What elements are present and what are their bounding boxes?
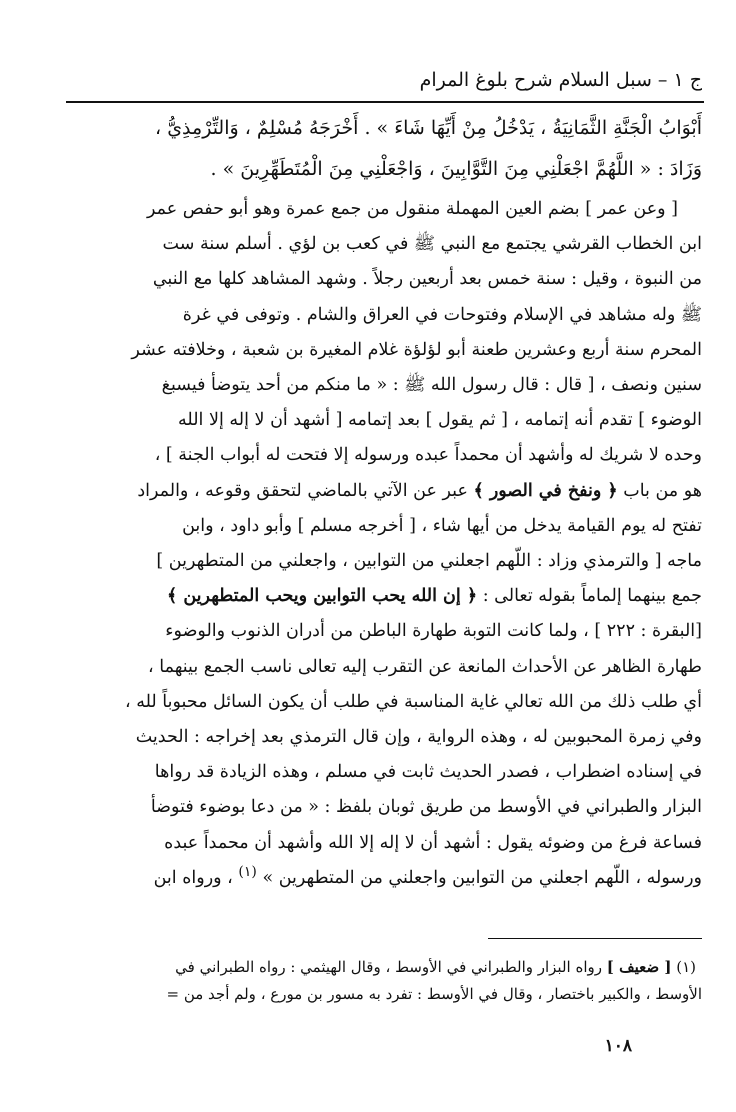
header-rule bbox=[66, 101, 704, 103]
hadith-line: وَزَادَ : « اللَّهُمَّ اجْعَلْنِي مِنَ التَّوَّابِينَ ، وَاجْعَلْنِي مِنَ الْمُتَطَهِّرِينَ » . bbox=[210, 158, 702, 180]
commentary-line: ماجه [ والترمذي وزاد : اللّهم اجعلني من التوابين ، واجعلني من المتطهرين ] bbox=[156, 551, 702, 572]
commentary-line: تفتح له يوم القيامة يدخل من أيها شاء ، [ أخرجه مسلم ] وأبو داود ، وابن bbox=[182, 515, 702, 536]
commentary-line: [البقرة : ٢٢٢ ] ، ولما كانت التوبة طهارة الباطن من أدران الذنوب والوضوء bbox=[165, 621, 702, 642]
commentary-line: في إسناده اضطراب ، فصدر الحديث ثابت في مسلم ، وهذه الزيادة قد رواها bbox=[154, 762, 702, 783]
footnote-text: رواه البزار والطبراني في الأوسط ، وقال الهيثمي : رواه الطبراني في bbox=[175, 958, 602, 976]
commentary-line bbox=[68, 861, 702, 896]
commentary-line: وحده لا شريك له وأشهد أن محمداً عبده ورسوله إلا فتحت له أبواب الجنة ] ، bbox=[154, 445, 702, 466]
commentary-line: من النبوة ، وقيل : سنة خمس بعد أربعين رجلاً . وشهد المشاهد كلها مع النبي bbox=[152, 269, 702, 290]
commentary-line bbox=[68, 474, 702, 509]
commentary-fragment: هو من باب bbox=[623, 480, 702, 501]
footnote-rule bbox=[488, 938, 702, 939]
commentary-line: [ وعن عمر ] بضم العين المهملة منقول من جمع عمرة وهو أبو حفص عمر bbox=[147, 199, 678, 219]
commentary-line: وفي زمرة المحبوبين له ، وهذه الرواية ، وإن قال الترمذي بعد إخراجه : الحديث bbox=[135, 727, 702, 748]
commentary-line: ابن الخطاب القرشي يجتمع مع النبي ﷺ في كعب بن لؤي . أسلم سنة ست bbox=[162, 234, 702, 255]
footnote-line: الأوسط ، والكبير باختصار ، وقال في الأوسط : تفرد به مسور بن مورع ، ولم أجد من = bbox=[166, 985, 702, 1003]
quran-verse: ﴿ ونفخ في الصور ﴾ bbox=[473, 480, 618, 501]
quran-verse: ﴿ إن الله يحب التوابين ويحب المتطهرين ﴾ bbox=[167, 586, 478, 607]
commentary-fragment: عبر عن الآتي بالماضي لتحقق وقوعه ، والمراد bbox=[137, 480, 468, 501]
footnote-number: (١) bbox=[676, 958, 696, 976]
hadith-text bbox=[68, 108, 702, 190]
commentary-line: فساعة فرغ من وضوئه يقول : أشهد أن لا إله إلا الله وأشهد أن محمداً عبده bbox=[164, 832, 702, 853]
commentary-line: سنين ونصف ، [ قال : قال رسول الله ﷺ : « ما منكم من أحد يتوضأ فيسبغ bbox=[161, 375, 702, 396]
commentary-text bbox=[68, 192, 702, 896]
footnote-line bbox=[68, 954, 702, 981]
commentary-line: الوضوء ] تقدم أنه إتمامه ، [ ثم يقول ] بعد إتمامه [ أشهد أن لا إله إلا الله bbox=[178, 410, 702, 431]
hadith-grade: [ ضعيف ] bbox=[606, 958, 672, 976]
commentary-line: أي طلب ذلك من الله تعالي غاية المناسبة في طلب أن يكون السائل محبوباً لله ، bbox=[124, 691, 702, 712]
commentary-line bbox=[68, 579, 702, 614]
book-title: سبل السلام شرح بلوغ المرام bbox=[419, 69, 652, 91]
commentary-line: ﷺ وله مشاهد في الإسلام وفتوحات في العراق والشام . وتوفى في غرة bbox=[182, 304, 702, 325]
footnotes bbox=[68, 954, 702, 1008]
running-header bbox=[122, 66, 702, 94]
hadith-line: أَبْوَابُ الْجَنَّةِ الثَّمَانِيَةُ ، يَدْخُلُ مِنْ أَيِّهَا شَاءَ » . أَخْرَجَهُ مُسْلِمٌ ، وَالتِّرْمِذِيُّ ، bbox=[155, 117, 702, 139]
commentary-line: طهارة الظاهر عن الأحداث المانعة عن التقرب إليه تعالى ناسب الجمع بينهما ، bbox=[148, 656, 702, 677]
commentary-fragment: جمع بينهما إلماماً بقوله تعالى : bbox=[482, 586, 702, 607]
commentary-line: البزار والطبراني في الأوسط من طريق ثوبان بلفظ : « من دعا بوضوء فتوضأ bbox=[150, 797, 702, 818]
volume-label: ج ١ bbox=[673, 69, 702, 91]
commentary-fragment: ورسوله ، اللّهم اجعلني من التوابين واجعلني من المتطهرين » bbox=[262, 867, 702, 888]
page-number: ١٠٨ bbox=[604, 1036, 632, 1056]
commentary-fragment: ، ورواه ابن bbox=[153, 867, 233, 888]
commentary-line: المحرم سنة أربع وعشرين طعنة أبو لؤلؤة غلام المغيرة بن شعبة ، وخلافته عشر bbox=[131, 339, 702, 360]
footnote-marker[interactable]: (١) bbox=[238, 864, 257, 881]
header-separator: – bbox=[657, 69, 668, 91]
